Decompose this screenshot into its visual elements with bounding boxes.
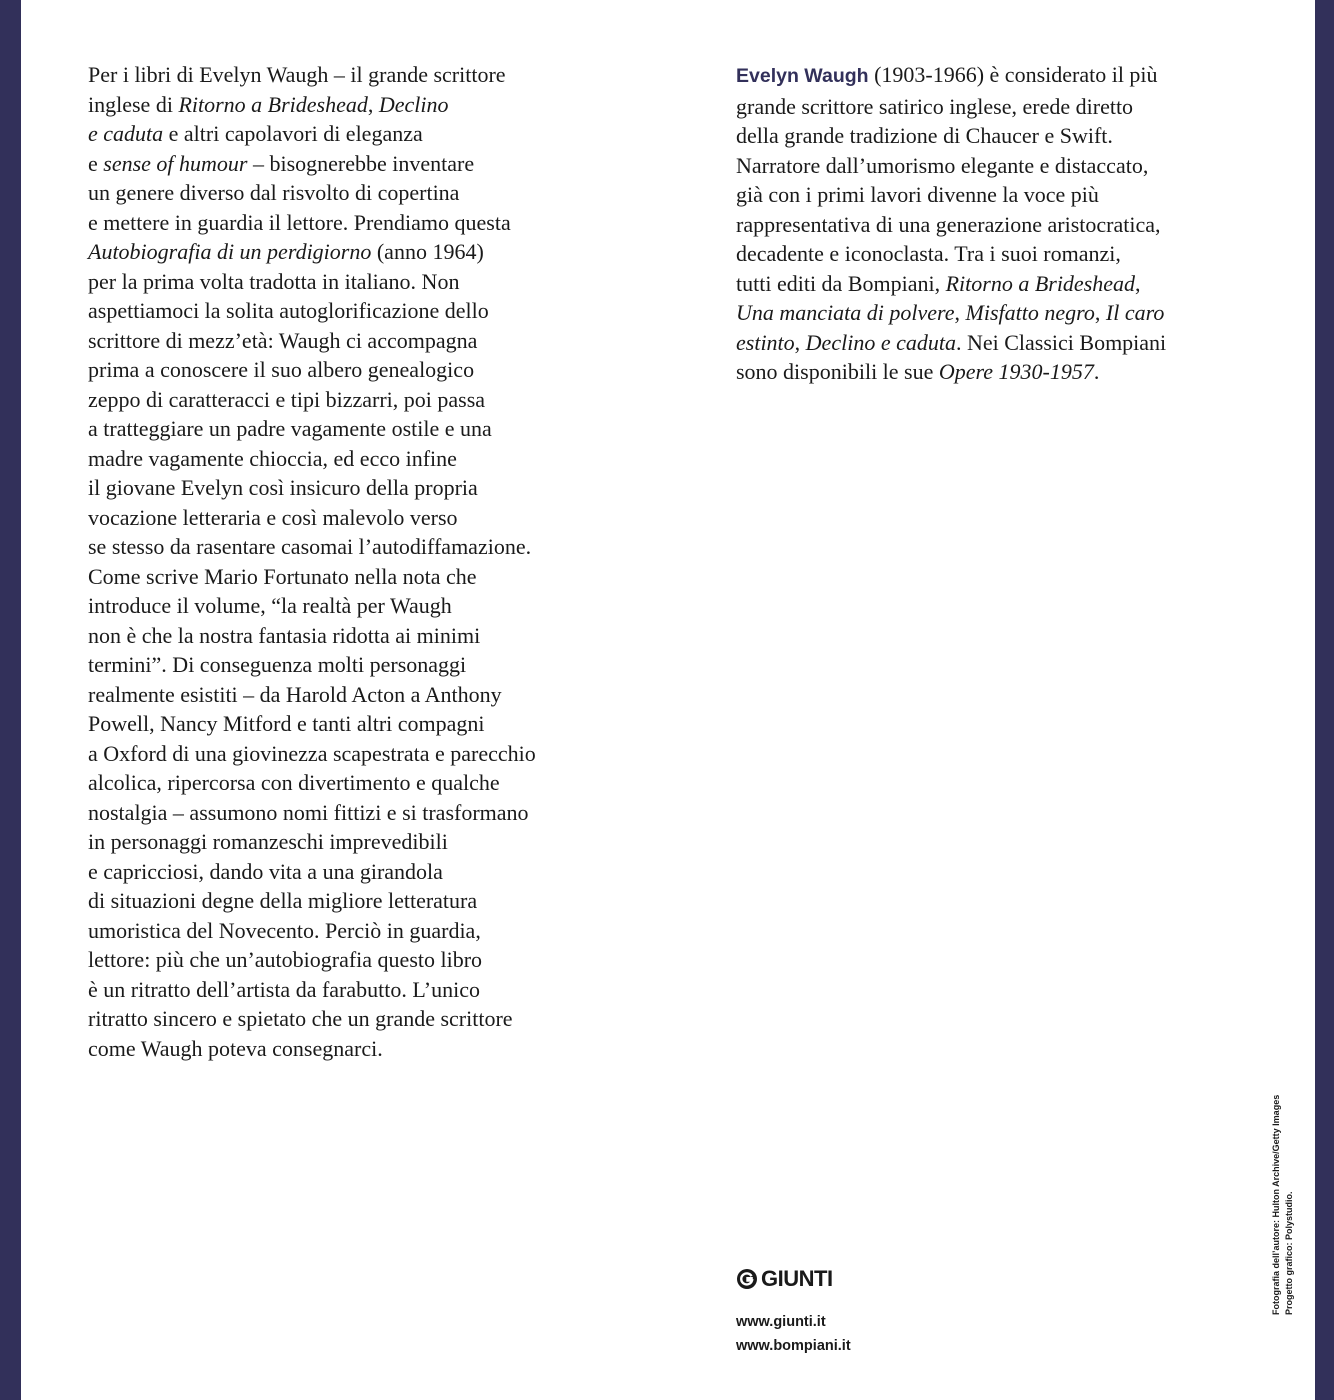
book-jacket-flaps: [21, 0, 1315, 1400]
blurb-line: scrittore di mezz’età: Waugh ci accompagna: [88, 327, 478, 353]
blurb-line: introduce il volume, “la realtà per Waugh: [88, 593, 452, 618]
design-credit-line: Progetto grafico: Polystudio.: [1284, 1191, 1294, 1315]
blurb-line: come Waugh poteva consegnarci.: [88, 1035, 383, 1061]
blurb-line: e capricciosi, dando vita a una girandola: [88, 858, 443, 884]
publisher-links: [736, 1310, 851, 1358]
bio-line: Una manciata di polvere, Misfatto negro, Il caro: [736, 300, 1165, 325]
blurb-line: lettore: più che un’autobiografia questo libro: [88, 947, 483, 972]
bio-line: della grande tradizione di Chaucer e Swift.: [736, 123, 1113, 148]
front-flap-blurb: [88, 60, 648, 1063]
photo-credits: [1270, 1094, 1298, 1315]
publisher-logo: [736, 1266, 833, 1292]
blurb-line: umoristica del Novecento. Perciò in guardia,: [88, 917, 481, 943]
photo-credit-line: Fotografia dell’autore: Hulton Archive/Getty Images: [1271, 1094, 1281, 1315]
bompiani-link[interactable]: www.bompiani.it: [736, 1338, 851, 1354]
publisher-logo-text: GIUNTI: [761, 1266, 833, 1291]
blurb-line: aspettiamoci la solita autoglorificazione dello: [88, 298, 489, 323]
blurb-line: termini”. Di conseguenza molti personaggi: [88, 652, 467, 677]
blurb-line: Powell, Nancy Mitford e tanti altri compagni: [88, 711, 485, 736]
blurb-line: a tratteggiare un padre vagamente ostile e una: [88, 416, 492, 441]
blurb-line: se stesso da rasentare casomai l’autodiffamazione.: [88, 534, 532, 559]
blurb-line: realmente esistiti – da Harold Acton a Anthony: [88, 681, 502, 707]
bio-line: Evelyn Waugh (1903-1966) è considerato il più: [736, 62, 1158, 87]
blurb-line: Autobiografia di un perdigiorno (anno 1964): [88, 239, 484, 264]
bio-line: già con i primi lavori divenne la voce più: [736, 182, 1099, 207]
bio-line: Narratore dall’umorismo elegante e distaccato,: [736, 152, 1149, 178]
blurb-line: per la prima volta tradotta in italiano. Non: [88, 268, 460, 294]
bio-line: sono disponibili le sue Opere 1930-1957.: [736, 359, 1100, 384]
blurb-line: è un ritratto dell’artista da farabutto. L’unico: [88, 976, 480, 1002]
blurb-line: inglese di Ritorno a Brideshead, Declino: [88, 91, 449, 117]
blurb-line: zeppo di caratteracci e tipi bizzarri, poi passa: [88, 386, 486, 412]
author-name: Evelyn Waugh: [736, 65, 869, 87]
giunti-logo-icon: [736, 1268, 758, 1290]
bio-line: rappresentativa di una generazione aristocratica,: [736, 211, 1161, 237]
blurb-line: in personaggi romanzeschi imprevedibili: [88, 829, 448, 854]
blurb-line: vocazione letteraria e così malevolo verso: [88, 504, 458, 530]
blurb-line: Per i libri di Evelyn Waugh – il grande scrittore: [88, 62, 506, 87]
blurb-line: e mettere in guardia il lettore. Prendiamo questa: [88, 209, 511, 235]
author-bio: [736, 60, 1276, 387]
blurb-line: madre vagamente chioccia, ed ecco infine: [88, 445, 457, 471]
blurb-line: non è che la nostra fantasia ridotta ai minimi: [88, 622, 481, 648]
blurb-line: ritratto sincero e spietato che un grande scrittore: [88, 1006, 513, 1031]
blurb-line: il giovane Evelyn così insicuro della propria: [88, 475, 478, 500]
blurb-line: a Oxford di una giovinezza scapestrata e parecchio: [88, 740, 536, 766]
blurb-line: un genere diverso dal risvolto di copertina: [88, 180, 460, 205]
blurb-line: Come scrive Mario Fortunato nella nota che: [88, 563, 477, 589]
blurb-line: di situazioni degne della migliore letteratura: [88, 888, 478, 913]
blurb-line: e sense of humour – bisognerebbe inventare: [88, 150, 475, 176]
blurb-line: e caduta e altri capolavori di eleganza: [88, 121, 423, 146]
blurb-line: nostalgia – assumono nomi fittizi e si trasformano: [88, 799, 529, 825]
blurb-line: alcolica, ripercorsa con divertimento e qualche: [88, 770, 500, 795]
bio-line: tutti editi da Bompiani, Ritorno a Brideshead,: [736, 270, 1141, 296]
bio-line: decadente e iconoclasta. Tra i suoi romanzi,: [736, 241, 1121, 266]
bio-line: grande scrittore satirico inglese, erede diretto: [736, 93, 1134, 119]
blurb-line: prima a conoscere il suo albero genealogico: [88, 357, 475, 382]
bio-line: estinto, Declino e caduta. Nei Classici Bompiani: [736, 329, 1167, 355]
giunti-link[interactable]: www.giunti.it: [736, 1314, 826, 1330]
